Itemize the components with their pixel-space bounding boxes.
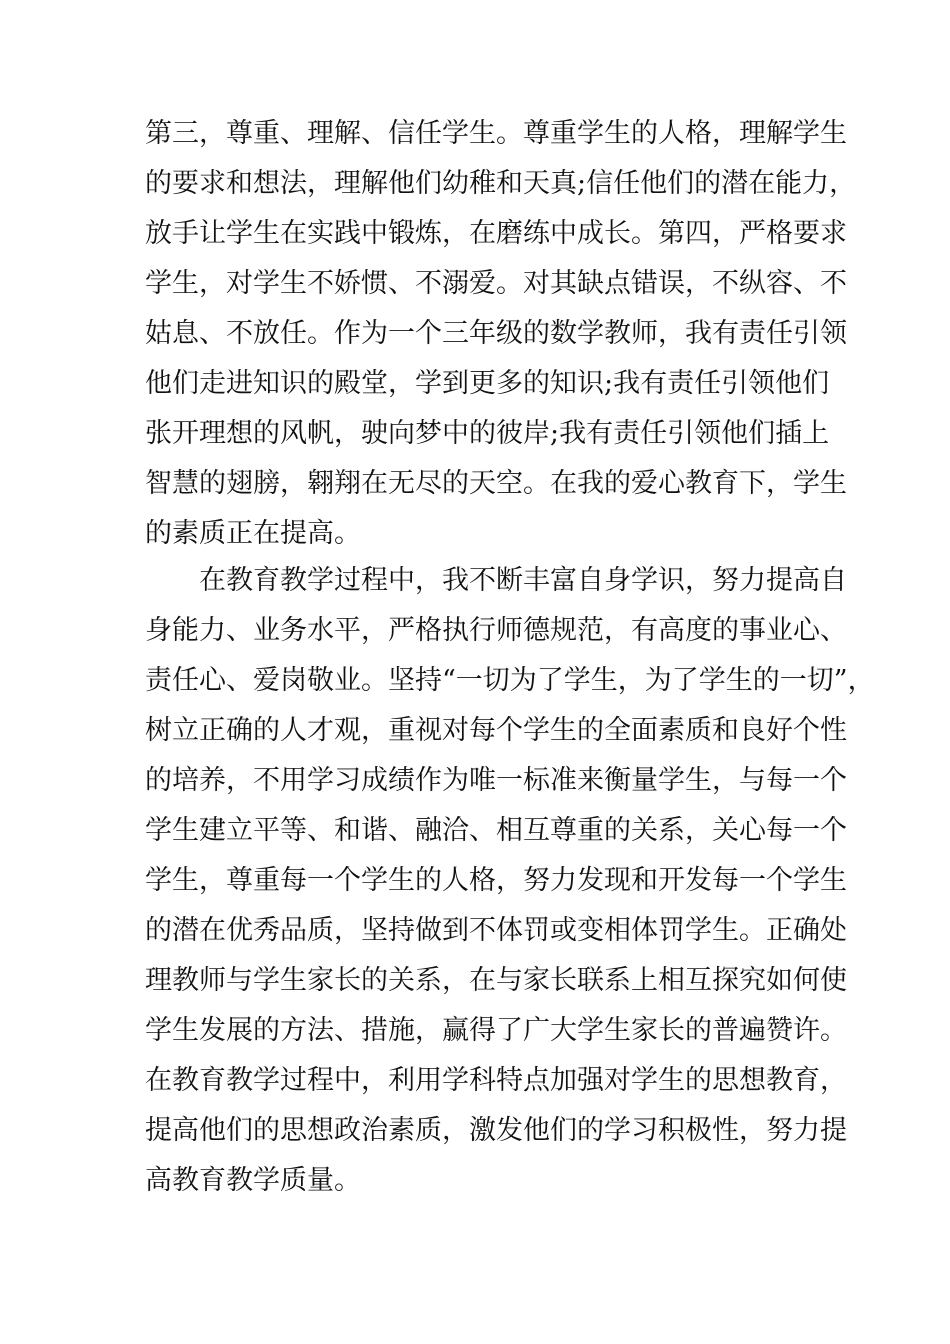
paragraph-1 [145, 109, 857, 559]
paragraph-line: 学生建立平等、和谐、融洽、相互尊重的关系，关心每一个 [145, 815, 847, 846]
paragraph-line: 理教师与学生家长的关系，在与家长联系上相互探究如何使 [145, 965, 847, 996]
paragraph-line: 第三，尊重、理解、信任学生。尊重学生的人格，理解学生 [145, 118, 847, 149]
paragraph-line: 学生发展的方法、措施，赢得了广大学生家长的普遍赞许。 [145, 1015, 847, 1046]
paragraph-line: 的素质正在提高。 [145, 518, 361, 549]
paragraph-line: 张开理想的风帆，驶向梦中的彼岸;我有责任引领他们插上 [145, 418, 830, 449]
paragraph-line: 姑息、不放任。作为一个三年级的数学教师，我有责任引领 [145, 318, 847, 349]
paragraph-line: 在教育教学过程中，我不断丰富自身学识，努力提高自 [199, 565, 847, 596]
paragraph-line: 高教育教学质量。 [145, 1165, 361, 1196]
paragraph-line: 在教育教学过程中，利用学科特点加强对学生的思想教育， [145, 1065, 847, 1096]
paragraph-line: 学生，尊重每一个学生的人格，努力发现和开发每一个学生 [145, 865, 847, 896]
paragraph-line: 他们走进知识的殿堂，学到更多的知识;我有责任引领他们 [145, 368, 830, 399]
paragraph-line: 的要求和想法，理解他们幼稚和天真;信任他们的潜在能力， [145, 168, 857, 199]
paragraph-line: 的潜在优秀品质，坚持做到不体罚或变相体罚学生。正确处 [145, 915, 847, 946]
paragraph-line: 智慧的翅膀，翱翔在无尽的天空。在我的爱心教育下，学生 [145, 468, 847, 499]
paragraph-2 [145, 556, 875, 1206]
paragraph-line: 责任心、爱岗敬业。坚持“一切为了学生，为了学生的一切”， [145, 665, 875, 696]
paragraph-line: 提高他们的思想政治素质，激发他们的学习积极性，努力提 [145, 1115, 847, 1146]
paragraph-line: 学生，对学生不娇惯、不溺爱。对其缺点错误，不纵容、不 [145, 268, 847, 299]
paragraph-line: 的培养，不用学习成绩作为唯一标准来衡量学生，与每一个 [145, 765, 847, 796]
paragraph-line: 放手让学生在实践中锻炼，在磨练中成长。第四，严格要求 [145, 218, 847, 249]
paragraph-line: 身能力、业务水平，严格执行师德规范，有高度的事业心、 [145, 615, 847, 646]
paragraph-line: 树立正确的人才观，重视对每个学生的全面素质和良好个性 [145, 715, 847, 746]
